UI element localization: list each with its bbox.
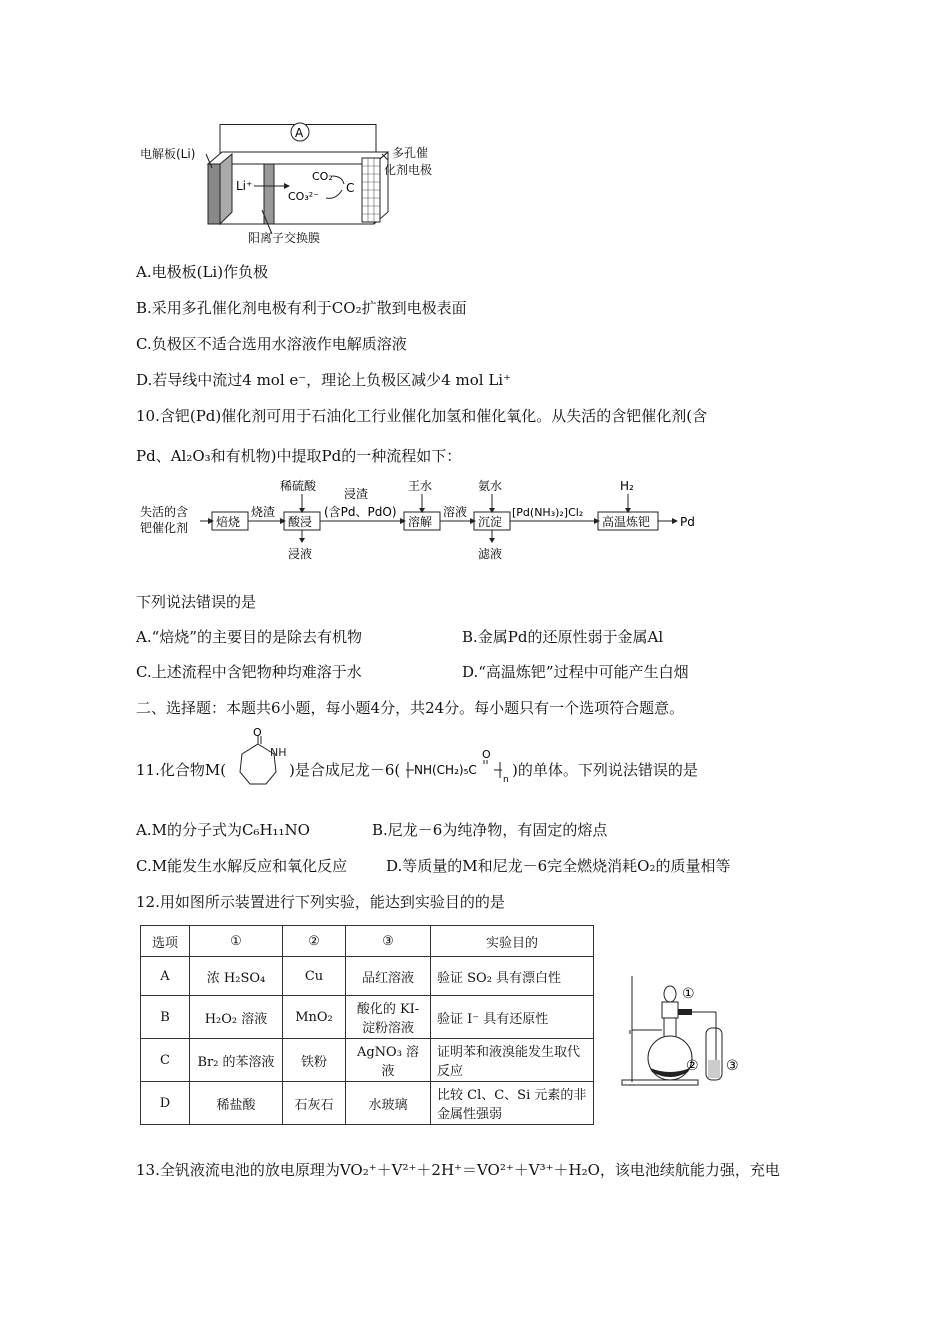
apparatus-label-1: ①: [682, 986, 695, 1002]
table-row: A 浓 H₂SO₄ Cu 品红溶液 验证 SO₂ 具有漂白性: [141, 957, 594, 996]
flow-chart: [140, 476, 700, 570]
flow-start-1: 失活的含: [140, 505, 189, 519]
svg-text:烧渣: 烧渣: [251, 505, 276, 519]
svg-text:Pd: Pd: [680, 515, 695, 529]
q10-option-d: D.“高温炼钯”过程中可能产生白烟: [462, 663, 689, 681]
q11-option-b: B.尼龙－6为纯净物，有固定的熔点: [372, 821, 608, 839]
svg-text:CO₂: CO₂: [312, 170, 333, 183]
q9-option-a: A.电极板(Li)作负极: [136, 263, 269, 281]
label-li-plate: 电解板(Li): [140, 147, 196, 161]
flow-box-smelt: 高温炼钯: [602, 515, 651, 529]
table-row: D 稀盐酸 石灰石 水玻璃 比较 Cl、C、Si 元素的非金属性强弱: [141, 1082, 594, 1125]
q13-stem: 13.全钒液流电池的放电原理为VO₂⁺＋V²⁺＋2H⁺＝VO²⁺＋V³⁺＋H₂O，该电池续航能力强，充电: [136, 1161, 780, 1179]
q12-table: 选项 ① ② ③ 实验目的 A 浓 H₂SO₄ Cu 品红溶液 验证 SO₂ 具有漂白性 B H₂O₂ 溶液 MnO₂ 酸化的 KI-淀粉溶液 验证 I⁻ 具有还原性 C Br₂ 的苯溶液 铁粉 AgNO₃ 溶液 证明苯和液溴能发生取代反应 D 稀盐酸 石灰石 水玻璃 比较 Cl、C、Si 元素的非金属性强弱: [140, 925, 594, 1125]
svg-text:O: O: [482, 748, 491, 761]
section-heading: 二、选择题：本题共6小题，每小题4分，共24分。每小题只有一个选项符合题意。: [136, 699, 685, 717]
q9-option-c: C.负极区不适合选用水溶液作电解质溶液: [136, 335, 407, 353]
flow-box-roast: 焙烧: [216, 515, 241, 529]
q11-suffix: )的单体。下列说法错误的是: [512, 761, 698, 779]
svg-text:n: n: [503, 775, 509, 785]
q10-question: 下列说法错误的是: [136, 593, 257, 611]
q9-option-d: D.若导线中流过4 mol e⁻，理论上负极区减少4 mol Li⁺: [136, 371, 511, 389]
svg-text:(含Pd、PdO): (含Pd、PdO): [324, 505, 397, 519]
q10-stem-2: Pd、Al₂O₃和有机物)中提取Pd的一种流程如下：: [136, 447, 462, 465]
q10-stem-1: 10.含钯(Pd)催化剂可用于石油化工行业催化加氢和催化氧化。从失活的含钯催化剂(含: [136, 407, 708, 425]
q11-option-a: A.M的分子式为C₆H₁₁NO: [136, 821, 310, 839]
svg-text:Li⁺: Li⁺: [236, 179, 253, 193]
flow-box-dissolve: 溶解: [408, 515, 433, 529]
q11-option-c: C.M能发生水解反应和氧化反应: [136, 857, 348, 875]
flow-box-leach: 酸浸: [288, 515, 313, 529]
q10-option-b: B.金属Pd的还原性弱于金属Al: [462, 628, 664, 646]
svg-text:浸渣: 浸渣: [344, 487, 369, 501]
svg-text:C: C: [346, 181, 355, 195]
apparatus-label-3: ③: [726, 1058, 739, 1074]
label-porous-2: 化剂电极: [384, 163, 433, 177]
svg-text:NH: NH: [270, 746, 287, 759]
svg-text:溶液: 溶液: [443, 505, 468, 519]
table-row: C Br₂ 的苯溶液 铁粉 AgNO₃ 溶液 证明苯和液溴能发生取代反应: [141, 1039, 594, 1082]
q11-prefix: 11.化合物M(: [136, 761, 227, 779]
svg-text:[Pd(NH₃)₂]Cl₂: [Pd(NH₃)₂]Cl₂: [512, 506, 584, 519]
svg-text:NH(CH₂)₅C: NH(CH₂)₅C: [414, 763, 477, 777]
membrane: [264, 164, 274, 224]
label-membrane: 阳离子交换膜: [248, 231, 321, 245]
caprolactam-structure: [228, 728, 290, 790]
apparatus-label-2: ②: [686, 1058, 699, 1074]
svg-text:CO₃²⁻: CO₃²⁻: [288, 190, 319, 203]
svg-text:滤液: 滤液: [478, 547, 503, 561]
apparatus-diagram: [618, 972, 778, 1092]
svg-text:氨水: 氨水: [478, 479, 503, 493]
q12-stem: 12.用如图所示装置进行下列实验，能达到实验目的的是: [136, 893, 505, 911]
table-row: B H₂O₂ 溶液 MnO₂ 酸化的 KI-淀粉溶液 验证 I⁻ 具有还原性: [141, 996, 594, 1039]
q10-option-c: C.上述流程中含钯物种均难溶于水: [136, 663, 362, 681]
label-porous-1: 多孔催: [392, 146, 429, 160]
nylon6-structure: [402, 748, 512, 788]
svg-text:浸液: 浸液: [288, 547, 313, 561]
flow-start-2: 钯催化剂: [140, 521, 189, 535]
li-electrode: [208, 164, 220, 224]
q11-option-d: D.等质量的M和尼龙－6完全燃烧消耗O₂的质量相等: [386, 857, 731, 875]
svg-text:王水: 王水: [408, 479, 433, 493]
flow-box-precip: 沉淀: [478, 515, 503, 529]
svg-text:A: A: [295, 126, 304, 140]
q9-option-b: B.采用多孔催化剂电极有利于CO₂扩散到电极表面: [136, 299, 467, 317]
svg-text:稀硫酸: 稀硫酸: [280, 479, 317, 493]
svg-text:O: O: [253, 728, 262, 739]
q10-option-a: A.“焙烧”的主要目的是除去有机物: [136, 628, 362, 646]
q11-mid: )是合成尼龙－6(: [289, 761, 401, 779]
svg-text:H₂: H₂: [620, 479, 634, 493]
